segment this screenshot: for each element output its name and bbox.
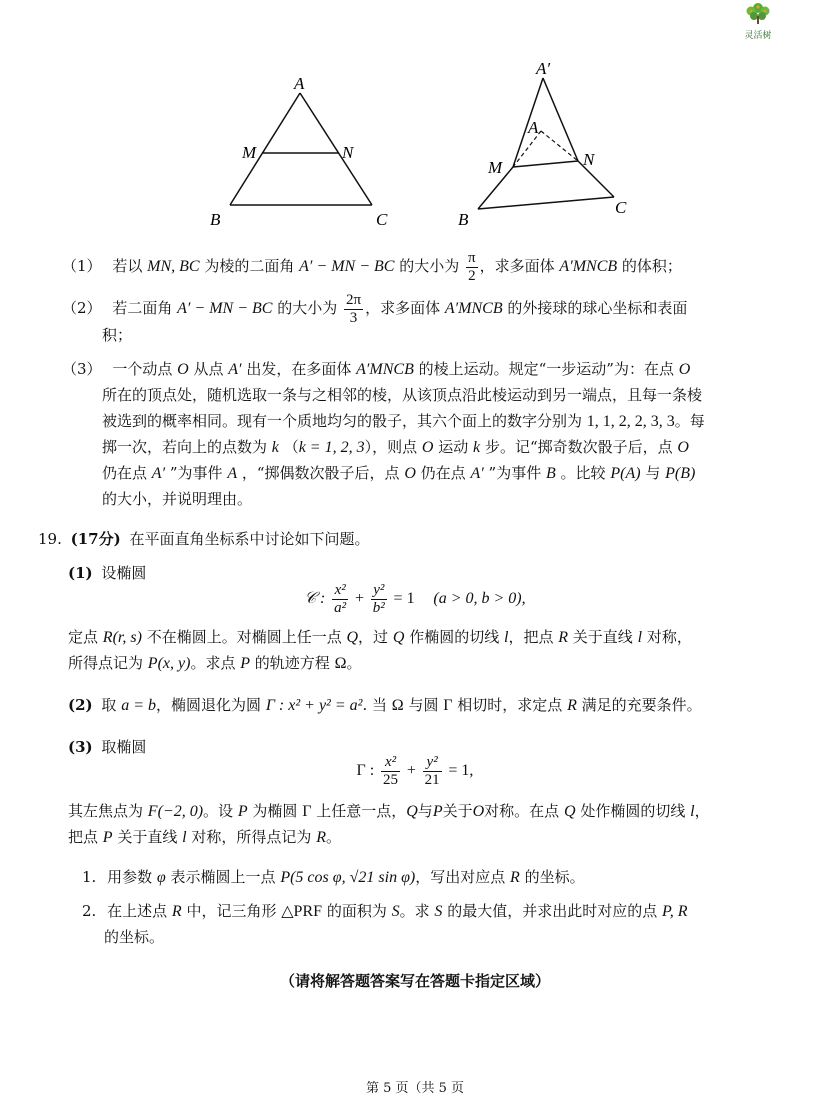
- q19-part1-l1: 定点 R(r, s) 不在椭圆上。对椭圆上任一点 Q，过 Q 作椭圆的切线 l，把点 R 关于直线 l 对称，: [68, 628, 692, 646]
- question-number: 19.: [38, 530, 62, 548]
- fraction-2pi-over-3: $\frac{2\pi}{3}$: [346, 292, 362, 326]
- edge-AC: [300, 93, 372, 205]
- label-N: N: [342, 143, 354, 162]
- q18-part2-line2: 积；: [102, 326, 133, 344]
- edge-MN-right: [513, 161, 578, 167]
- tree-logo-icon: [740, 2, 776, 24]
- q19-part3-sub1: 1. 用参数 φ 表示椭圆上一点 P(5 cos φ, √21 sin φ)，写出对应点 R 的坐标。: [82, 868, 585, 886]
- q19-part3-l2: 把点 P 关于直线 l 对称，所得点记为 R。: [68, 828, 341, 846]
- geometry-figure: [200, 55, 650, 235]
- q18-part2: （2） 若二面角 A′ − MN − BC 的大小为 $\frac{2\pi}{3}$ ，求多面体 A′MNCB 的外接球的球心坐标和表面: [62, 292, 688, 326]
- q19-part3-sub2-l2: 的坐标。: [104, 928, 165, 946]
- q18-part3-l3: 被选到的概率相同。现有一个质地均匀的骰子，其六个面上的数字分别为 1, 1, 2, 2, 3, 3。每: [102, 412, 705, 430]
- q19-part1-title: (1) 设椭圆: [68, 564, 147, 582]
- label-B: B: [210, 210, 221, 229]
- q19-part3-sub2: 2. 在上述点 R 中，记三角形 △PRF 的面积为 S。求 S 的最大值，并求出此时对应的点 P, R: [82, 902, 688, 920]
- q18-part1: （1） 若以 MN, BC 为棱的二面角 A′ − MN − BC 的大小为 $\frac{\pi}{2}$ ，求多面体 A′MNCB 的体积；: [62, 250, 682, 284]
- label-C: C: [376, 210, 388, 229]
- label-N-right: N: [583, 150, 595, 169]
- question-score: (17分): [70, 530, 121, 548]
- fraction-pi-over-2: $\frac{\pi}{2}$: [468, 250, 476, 284]
- q19-part1-l2: 所得点记为 P(x, y)。求点 P 的轨迹方程 Ω。: [68, 654, 362, 672]
- q19-ellipse-equation: 𝒞 : $\frac{\text{x²}}{\text{a²}}$ + $\frac{\text{y²}}{\text{b²}}$ = 1 (a > 0, b > 0),: [304, 582, 526, 616]
- q19-part2: (2) 取 a = b，椭圆退化为圆 Γ : x² + y² = a². 当 Ω 与圆 Γ 相切时，求定点 R 满足的充要条件。: [68, 696, 702, 714]
- logo: [738, 2, 778, 41]
- q18-part3-l5: 仍在点 A′ ”为事件 A ，“掷偶数次骰子后，点 O 仍在点 A′ ”为事件 B 。比较 P(A) 与 P(B): [102, 464, 696, 482]
- label-M: M: [242, 143, 257, 162]
- q19-header: 19. (17分) 在平面直角坐标系中讨论如下问题。: [38, 530, 370, 548]
- edge-BC-right: [478, 197, 614, 209]
- logo-text: 灵活树: [744, 31, 772, 41]
- q18-part3-l6: 的大小，并说明理由。: [102, 490, 253, 508]
- label-B-right: B: [458, 210, 469, 229]
- q19-gamma-equation: Γ : $\frac{\text{x²}}{25}$ + $\frac{\text{y²}}{21}$ = 1,: [356, 754, 474, 788]
- q18-part3-l2: 所在的顶点处，随机选取一条与之相邻的棱，从该顶点沿此棱运动到另一端点，且每一条棱: [102, 386, 703, 404]
- q19-part3-title: (3) 取椭圆: [68, 738, 147, 756]
- label-A-prime: A′: [536, 59, 551, 78]
- page-footer: 第 5 页（共 5 页: [365, 1081, 465, 1096]
- q18-part3-l4: 掷一次，若向上的点数为 k （k = 1, 2, 3），则点 O 运动 k 步。记“掷奇数次骰子后，点 O: [102, 438, 689, 456]
- q19-part3-l1: 其左焦点为 F(−2, 0)。设 P 为椭圆 Γ 上任意一点，Q与P关于O对称。在点 Q 处作椭圆的切线 l，: [68, 802, 710, 820]
- edge-AB: [230, 93, 300, 205]
- edge-ApN: [543, 78, 578, 161]
- answer-instruction: （请将解答题答案写在答题卡指定区域）: [279, 972, 550, 990]
- q18-part3-l1: （3） 一个动点 O 从点 A′ 出发，在多面体 A′MNCB 的棱上运动。规定“一步运动”为：在点 O: [62, 360, 691, 378]
- label-A-right: A: [528, 118, 539, 137]
- label-C-right: C: [615, 198, 627, 217]
- label-A: A: [294, 74, 305, 93]
- label-M-right: M: [488, 158, 503, 177]
